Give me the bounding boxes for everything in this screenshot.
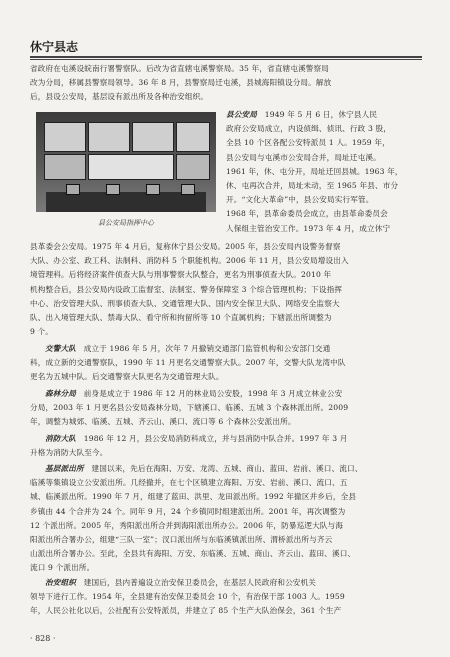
text-line: 中心、治安管理大队、刑事侦查大队、交通管理大队、国内安全保卫大队、网络安全监察大: [30, 298, 340, 308]
text-line: 乡镇由 44 个合并为 24 个。同年 9 月，24 个乡镇同时组建派出所。2001 年，再次调整为: [30, 506, 346, 516]
text-line: 机构整合后，县公安局内设政工监督室、法制室、警务保障室 3 个综合管理机构；下设指挥: [30, 284, 343, 294]
header-rule-thin: [30, 59, 422, 60]
text-line: 升格为消防大队至今。: [30, 448, 108, 458]
text-line: 年，人民公社化以后，公社配有公安特派员，并建立了 85 个生产大队治保会，361 个生产: [30, 606, 342, 616]
jiaojing-paragraph: [30, 342, 422, 385]
text-line: 1968 年，县革命委员会成立，由县革命委员会: [226, 209, 388, 219]
text-line: 基层派出所 建国以来，先后在海阳、万安、龙湾、五城、商山、蓝田、岩前、溪口、流口、: [45, 464, 363, 473]
senlin-paragraph: [30, 387, 422, 430]
gongan-right-column: [226, 108, 422, 236]
zhibao-paragraph: [30, 576, 422, 619]
text-line: 分局，2003 年 1 月更名县公安局森林分局，下辖溪口、临溪、五城 3 个森林派出所。2009: [30, 403, 349, 413]
text-line: 县公安局 1949 年 5 月 6 日，休宁县人民: [226, 110, 378, 119]
text-line: 交警大队 成立于 1986 年 5 月，次年 7 月撤销交通部门监管机构和公安部门交通: [45, 344, 331, 353]
text-line: 更名为五城中队。后交通警察大队更名为交通管理大队。: [30, 372, 224, 382]
section-heading: 治安组织: [45, 578, 76, 587]
text-line: 休、屯再次合并，局址未动，至 1965 年县、市分: [226, 181, 399, 191]
text-line: 1961 年，休、屯分开，局址迁回县城。1963 年，: [226, 166, 403, 176]
intro-paragraph: [30, 62, 422, 105]
text-line: 治安组织 建国后，县内普遍设立治安保卫委员会，在基层人民政府和公安机关: [45, 578, 317, 587]
photo-caption: 县公安局指挥中心: [98, 219, 154, 227]
text-line: 改为分局，移属县警察局领导。36 年 8 月，县警察局迁屯溪，县城海阳镇设分局。解放: [30, 78, 332, 88]
section-heading: 基层派出所: [45, 464, 84, 473]
text-line: 领导下进行工作。1954 年，全县建有治安保卫委员会 10 个，有治保干部 1003 人。1959: [30, 592, 345, 602]
text-line: 人保组主管治安工作。1973 年 4 月，成立休宁: [226, 223, 391, 233]
text-line: 9 个。: [30, 327, 54, 337]
page-number: · 828 ·: [30, 634, 56, 643]
command-center-photo: [36, 112, 216, 212]
text-line: 政府公安局成立，内设侦缉、侦讯、行政 3 股，: [226, 124, 391, 134]
paichusuo-paragraph: [30, 462, 422, 576]
text-line: 科，成立新的交通警察队，1990 年 11 月更名交通警察大队。2007 年，交警大队龙湾中队: [30, 358, 346, 368]
text-line: 临溪等集镇设立公安派出所。几经撤并，在七个区镇建立海阳、万安、岩前、溪口、流口、五: [30, 478, 348, 488]
running-header: 休宁县志: [30, 40, 79, 54]
header-rule: [30, 56, 422, 58]
text-line: 境管理科。后将经济案件侦查大队与刑事警察大队整合，更名为刑事侦查大队。2010 年: [30, 270, 332, 280]
text-line: 开。“文化大革命”中，县公安局实行军管。: [226, 195, 374, 205]
section-heading: 森林分局: [45, 389, 76, 398]
text-line: 县公安局与屯溪市公安局合并，局址迁屯溪。: [226, 152, 381, 162]
text-line: 大队、办公室、政工科、法制科、消防科 5 个职能机构。2006 年 11 月，县公安局增设出入: [30, 256, 349, 266]
section-heading: 交警大队: [45, 344, 76, 353]
text-line: 省政府在屯溪设皖南行署警察队。后改为省直辖屯溪警察局。35 年，省直辖屯溪警察局: [30, 64, 330, 73]
section-heading: 县公安局: [226, 110, 257, 119]
text-line: 山派出所合署办公。至此，全县共有海阳、万安、东临溪、五城、商山、齐云山、蓝田、溪口、: [30, 549, 356, 559]
text-line: 消防大队 1986 年 12 月，县公安局消防科成立，并与县消防中队合并。1997 年 3 月: [45, 434, 348, 443]
text-line: 森林分局 前身是成立于 1986 年 12 月的林业局公安股，1998 年 3 月成立林业公安: [45, 389, 343, 398]
text-line: 流口 9 个派出所。: [30, 563, 95, 573]
text-line: 队、出入境管理大队、禁毒大队、看守所和拘留所等 10 个直属机构；下辖派出所调整为: [30, 313, 332, 323]
text-line: 全县 10 个区各配公安特派员 1 人。1959 年，: [226, 138, 390, 148]
text-line: 年，调整为城郊、临溪、五城、齐云山、溪口、流口等 6 个森林公安派出所。: [30, 417, 296, 427]
text-line: 城、临溪派出所。1990 年 7 月，组建了蓝田、洪里、龙田派出所。1992 年撤区并乡后，全县: [30, 492, 357, 502]
text-line: 阳派出所合署办公，组建“三队一室”；汊口派出所与东临溪镇派出所、渭桥派出所与齐云: [30, 535, 333, 545]
gongan-paragraph: [30, 240, 422, 339]
text-line: 县革委会公安局。1975 年 4 月后，复称休宁县公安局。2005 年，县公安局内设警务督察: [30, 242, 341, 251]
section-heading: 消防大队: [45, 434, 76, 443]
text-line: 后，县设公安局，基层设有派出所及各种治安组织。: [30, 92, 209, 102]
text-line: 12 个派出所。2005 年，秀阳派出所合并到海阳派出所办公。2006 年，防暴巡逻大队与海: [30, 520, 344, 530]
xiaofang-paragraph: [30, 432, 422, 460]
